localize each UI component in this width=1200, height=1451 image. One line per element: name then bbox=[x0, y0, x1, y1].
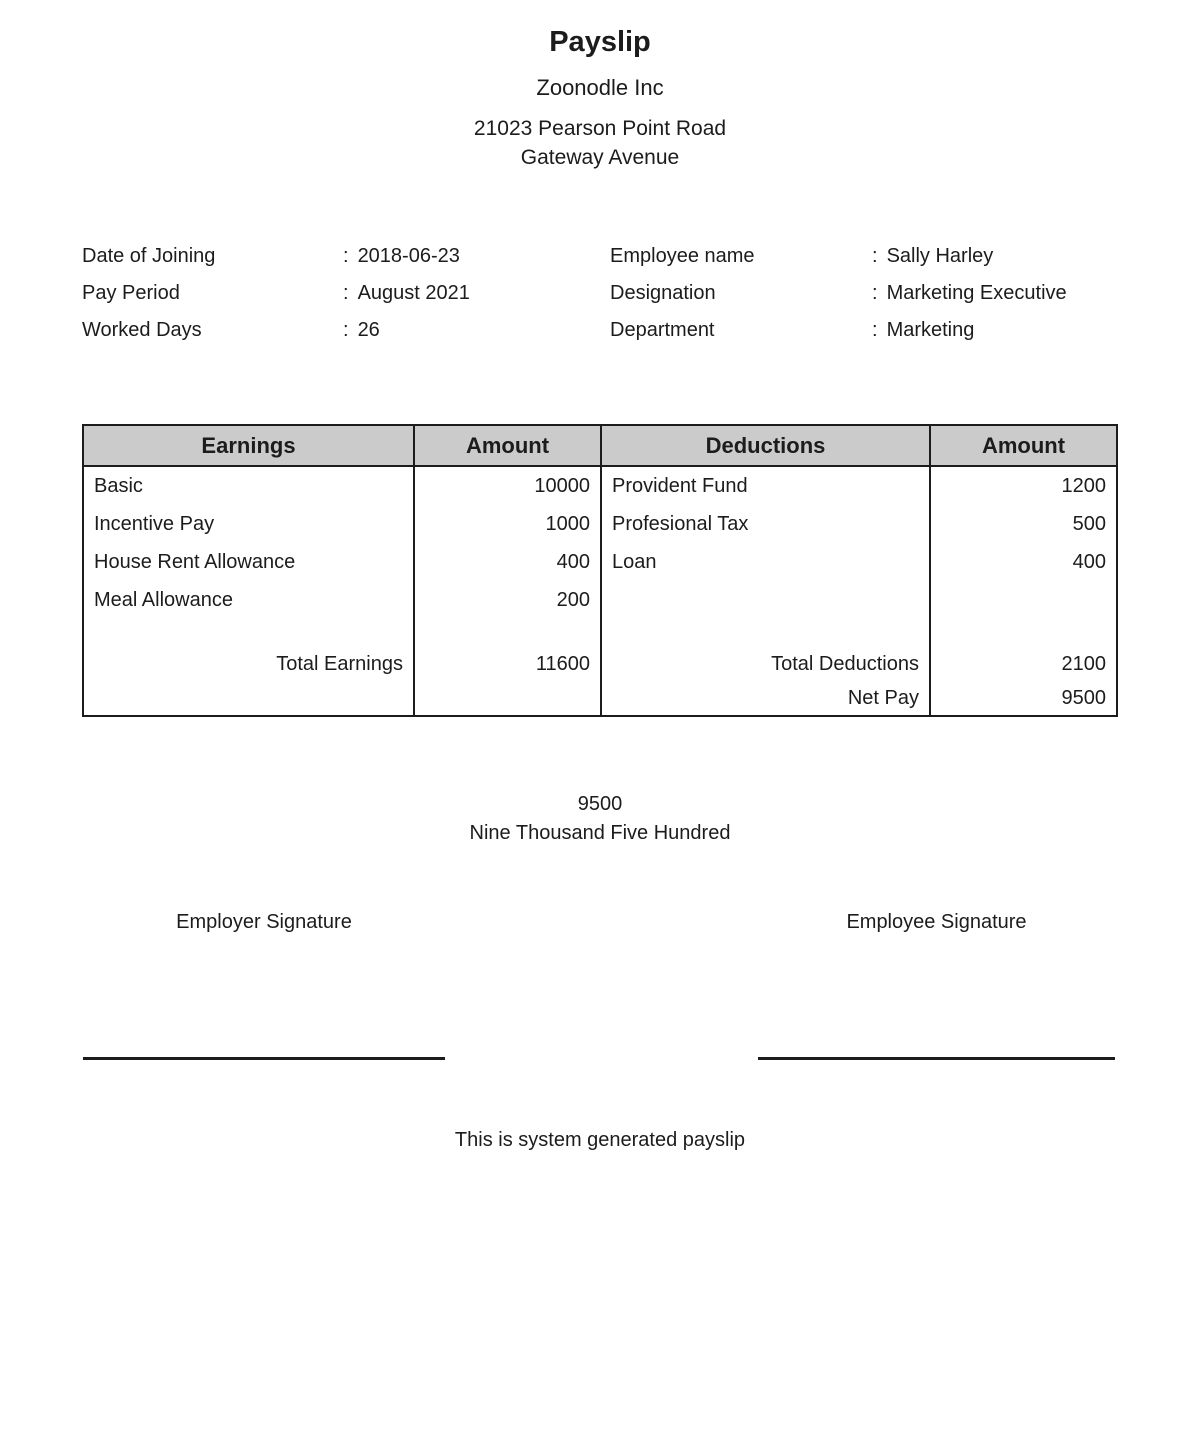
deductions-amount-column bbox=[929, 467, 1116, 715]
earning-item-amount: 10000 bbox=[534, 475, 590, 497]
earning-item-label: Incentive Pay bbox=[94, 513, 215, 535]
info-separator: : bbox=[343, 245, 349, 267]
info-separator: : bbox=[872, 245, 878, 267]
info-label: Date of Joining bbox=[82, 245, 216, 267]
table-body bbox=[84, 467, 1116, 715]
net-pay-summary bbox=[0, 790, 1200, 848]
info-separator: : bbox=[872, 319, 878, 341]
table-header-earnings: Earnings bbox=[201, 432, 296, 458]
table-header-deductions-amount: Amount bbox=[929, 426, 1116, 465]
net-pay-value: 9500 bbox=[1061, 687, 1106, 709]
info-separator: : bbox=[343, 282, 349, 304]
info-row-pay-period bbox=[82, 275, 602, 312]
net-pay-amount: 9500 bbox=[577, 793, 623, 815]
deduction-item-label: Loan bbox=[612, 551, 657, 573]
info-row-worked-days bbox=[82, 312, 602, 349]
employer-signature-label: Employer Signature bbox=[176, 911, 352, 933]
info-separator: : bbox=[872, 282, 878, 304]
table-header-deductions: Deductions bbox=[600, 426, 929, 465]
info-value: 2018-06-23 bbox=[357, 245, 460, 267]
deductions-label-column bbox=[600, 467, 929, 715]
earning-item-label: Basic bbox=[94, 475, 143, 497]
net-pay-in-words: Nine Thousand Five Hundred bbox=[469, 822, 731, 844]
table-header-earnings-amount: Amount bbox=[413, 426, 600, 465]
address-line-1: 21023 Pearson Point Road bbox=[473, 117, 727, 140]
info-row-designation bbox=[610, 275, 1120, 312]
info-row-department bbox=[610, 312, 1120, 349]
net-pay-label: Net Pay bbox=[847, 687, 919, 709]
info-label: Department bbox=[610, 319, 715, 341]
empty-cell bbox=[84, 681, 413, 715]
info-row-employee-name bbox=[610, 238, 1120, 275]
earning-item-amount: 200 bbox=[556, 589, 590, 611]
deductions-total-amount-block bbox=[931, 647, 1116, 715]
total-deductions-value: 2100 bbox=[1061, 653, 1106, 675]
company-address bbox=[0, 114, 1200, 172]
info-value: Marketing Executive bbox=[886, 282, 1067, 304]
info-row-date-of-joining bbox=[82, 238, 602, 275]
employee-info-right bbox=[610, 238, 1120, 349]
info-value: August 2021 bbox=[357, 282, 470, 304]
total-earnings-value: 11600 bbox=[535, 653, 590, 675]
deduction-item-amount: 500 bbox=[1072, 513, 1106, 535]
deduction-item-amount: 1200 bbox=[1061, 475, 1106, 497]
info-label: Employee name bbox=[610, 245, 755, 267]
page-title: Payslip bbox=[549, 26, 651, 58]
employee-signature-line bbox=[758, 1057, 1115, 1060]
info-separator: : bbox=[343, 319, 349, 341]
total-earnings-label: Total Earnings bbox=[276, 653, 403, 675]
employee-signature-label: Employee Signature bbox=[846, 911, 1027, 933]
employer-signature-line bbox=[83, 1057, 445, 1060]
info-value: Marketing bbox=[886, 319, 975, 341]
empty-cell bbox=[415, 681, 600, 715]
deduction-item-label: Provident Fund bbox=[612, 475, 748, 497]
footer-note: This is system generated payslip bbox=[454, 1129, 746, 1151]
earnings-total-block bbox=[84, 647, 413, 715]
info-label: Pay Period bbox=[82, 282, 180, 304]
earnings-amount-column bbox=[413, 467, 600, 715]
earning-item-amount: 400 bbox=[556, 551, 590, 573]
info-label: Worked Days bbox=[82, 319, 202, 341]
info-label: Designation bbox=[610, 282, 716, 304]
earnings-label-column bbox=[84, 467, 413, 715]
table-header-row bbox=[84, 426, 1116, 467]
deduction-item-label: Profesional Tax bbox=[612, 513, 749, 535]
employee-info-left bbox=[82, 238, 602, 349]
payslip-table bbox=[82, 424, 1118, 717]
total-deductions-label: Total Deductions bbox=[771, 653, 919, 675]
earnings-total-amount-block bbox=[415, 647, 600, 715]
earning-item-amount: 1000 bbox=[545, 513, 590, 535]
info-value: 26 bbox=[357, 319, 380, 341]
address-line-2: Gateway Avenue bbox=[520, 146, 680, 169]
company-name: Zoonodle Inc bbox=[536, 75, 664, 100]
deduction-item-amount: 400 bbox=[1072, 551, 1106, 573]
info-value: Sally Harley bbox=[886, 245, 994, 267]
earning-item-label: House Rent Allowance bbox=[94, 551, 296, 573]
earning-item-label: Meal Allowance bbox=[94, 589, 233, 611]
deductions-total-block bbox=[602, 647, 929, 715]
